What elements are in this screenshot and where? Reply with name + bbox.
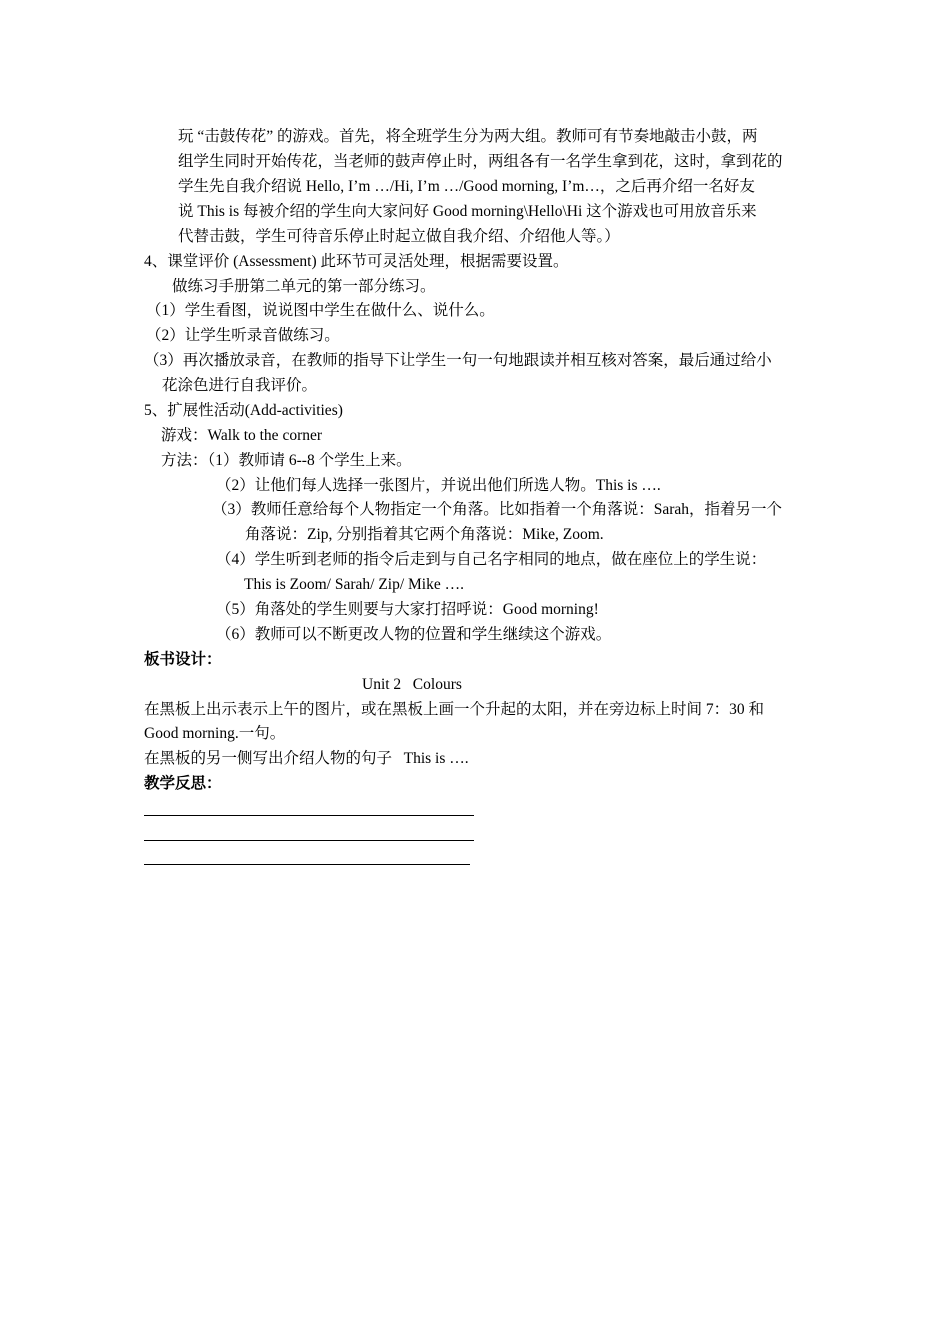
game-paragraph-line-1: 玩 “击鼓传花” 的游戏。首先，将全班学生分为两大组。教师可有节奏地敲击小鼓，两 xyxy=(178,128,758,145)
board-design-line-3: 在黑板的另一侧写出介绍人物的句子 This is …. xyxy=(144,750,469,767)
activities-method-3-line-2: 角落说：Zip, 分别指着其它两个角落说：Mike, Zoom. xyxy=(245,526,604,543)
assessment-step-3-line-1: （3）再次播放录音，在教师的指导下让学生一句一句地跟读并相互核对答案，最后通过给小 xyxy=(144,352,772,369)
game-paragraph-line-5: 代替击鼓，学生可待音乐停止时起立做自我介绍、介绍他人等。） xyxy=(178,228,620,245)
board-design-heading: 板书设计： xyxy=(144,651,222,668)
reflection-blank-line-3 xyxy=(144,864,470,865)
reflection-blank-line-1 xyxy=(144,815,474,816)
activities-method-5: （5）角落处的学生则要与大家打招呼说：Good morning! xyxy=(216,601,599,618)
activities-method-2: （2）让他们每人选择一张图片，并说出他们所选人物。This is …. xyxy=(216,477,661,494)
assessment-heading: 4、课堂评价 (Assessment) 此环节可灵活处理，根据需要设置。 xyxy=(144,253,569,270)
board-design-unit-title: Unit 2 Colours xyxy=(362,676,462,693)
activities-method-4-line-1: （4）学生听到老师的指令后走到与自己名字相同的地点，做在座位上的学生说： xyxy=(216,551,767,568)
assessment-intro: 做练习手册第二单元的第一部分练习。 xyxy=(172,278,436,295)
reflection-blank-line-2 xyxy=(144,840,474,841)
assessment-step-3-line-2: 花涂色进行自我评价。 xyxy=(162,377,318,394)
game-paragraph-line-3: 学生先自我介绍说 Hello, I’m …/Hi, I’m …/Good morning, I’m…，之后再介绍一名好友 xyxy=(178,178,755,195)
game-paragraph-line-2: 组学生同时开始传花，当老师的鼓声停止时，两组各有一名学生拿到花，这时，拿到花的 xyxy=(178,153,783,170)
game-paragraph-line-4: 说 This is 每被介绍的学生向大家问好 Good morning\Hello\Hi 这个游戏也可用放音乐来 xyxy=(178,203,757,220)
activities-method-1: 方法：（1）教师请 6--8 个学生上来。 xyxy=(161,452,412,469)
assessment-step-2: （2）让学生听录音做练习。 xyxy=(146,327,340,344)
assessment-step-1: （1）学生看图，说说图中学生在做什么、说什么。 xyxy=(146,302,495,319)
activities-method-6: （6）教师可以不断更改人物的位置和学生继续这个游戏。 xyxy=(216,626,612,643)
board-design-line-1: 在黑板上出示表示上午的图片，或在黑板上画一个升起的太阳，并在旁边标上时间 7：30 和 xyxy=(144,701,765,718)
activities-heading: 5、扩展性活动(Add-activities) xyxy=(144,402,343,419)
reflection-heading: 教学反思： xyxy=(144,775,222,792)
activities-method-3-line-1: （3）教师任意给每个人物指定一个角落。比如指着一个角落说：Sarah，指着另一个 xyxy=(212,501,783,518)
activities-method-4-line-2: This is Zoom/ Sarah/ Zip/ Mike …. xyxy=(244,576,464,593)
activities-game: 游戏：Walk to the corner xyxy=(161,427,323,444)
board-design-line-2: Good morning.一句。 xyxy=(144,725,286,742)
